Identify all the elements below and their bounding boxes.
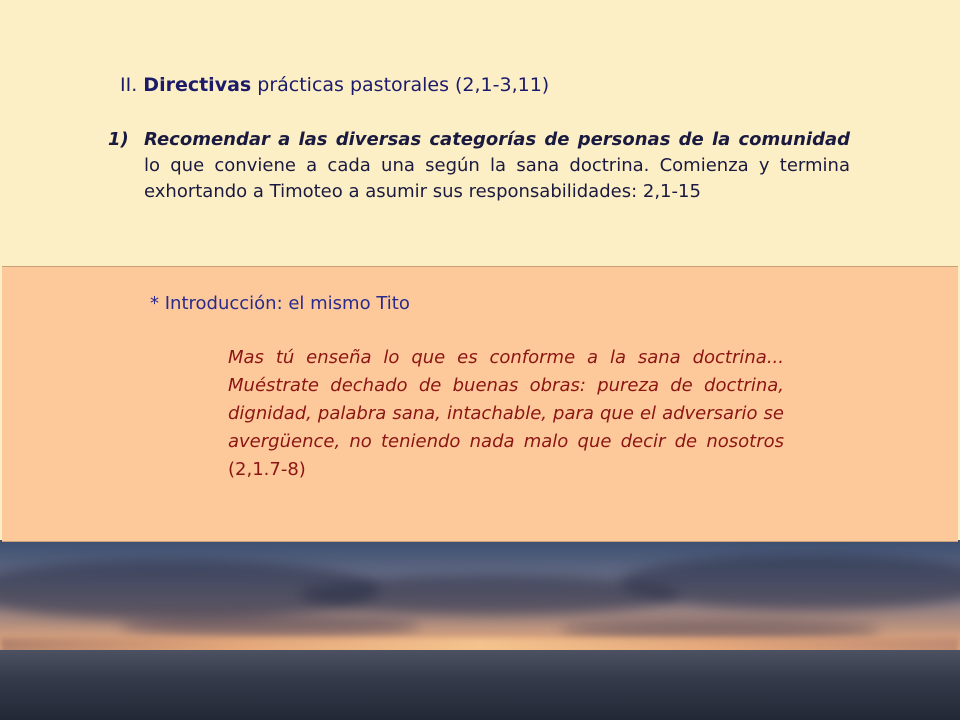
heading-strong: Directivas bbox=[143, 74, 252, 96]
point-1 bbox=[108, 127, 850, 205]
point-text: lo que conviene a cada una según la sana doctrina. Comienza y termina exhortando a Timoteo a asumir sus responsabilidades: 2,1-15 bbox=[144, 155, 850, 202]
quote-reference: (2,1.7-8) bbox=[228, 459, 306, 480]
heading-rest: prácticas pastorales (2,1-3,11) bbox=[257, 74, 550, 96]
quote-text: Mas tú enseña lo que es conforme a la sana doctrina... Muéstrate dechado de buenas obras: pureza de doctrina, dignidad, palabra sana, intachable, para que el adversario se avergüence, no teniendo nada malo que decir de nosotros bbox=[228, 347, 784, 452]
point-emphasis: Recomendar a las diversas categorías de personas de la comunidad bbox=[144, 129, 850, 150]
sea-image bbox=[0, 650, 960, 720]
point-body bbox=[144, 127, 850, 205]
point-number: 1) bbox=[108, 129, 129, 150]
intro-label: * Introducción: el mismo Tito bbox=[150, 293, 410, 314]
heading-numeral: II. bbox=[120, 74, 138, 96]
section-heading bbox=[120, 74, 549, 96]
scripture-quote bbox=[228, 344, 784, 484]
